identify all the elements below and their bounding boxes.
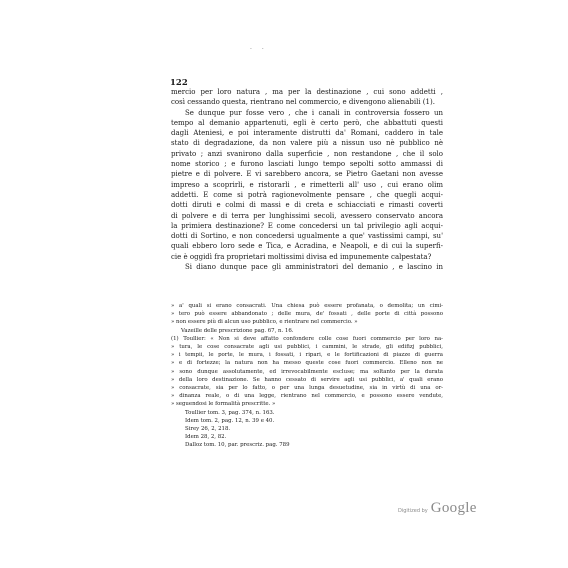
footnote-line: » sono dunque assolutamente, ed irrevocabilmente escluse; ma soltanto per la durata (171, 368, 443, 375)
body-text-line: stato di degradazione, da non valere più a nissun uso nè pubblico nè (171, 139, 443, 148)
scan-marks: . . (250, 44, 268, 51)
footnote-line: » consacrate, sia per lo fatto, o per una lunga desuetudine, sia in virtù di una or- (171, 385, 443, 392)
body-text-line: tempo al demanio appartenuti, egli è certo però, che abbattuti questi (171, 118, 443, 127)
footnote-line: » tura, le cose consacrate agli usi pubblici, i cammini, le strade, gli edifizj pubblici, (171, 344, 443, 351)
footnote-line: Toullier tom. 3, pag. 374, n. 163. (185, 409, 275, 416)
footnote-line: » dinanza reale, o di una legge, rientrano nel commercio, e possono essere vendute, (171, 393, 443, 400)
footnote-line: » tero può essere abbandonato ; delle mura, de' fossati , delle porte di città possono (171, 311, 443, 318)
google-watermark (398, 500, 477, 517)
page-number: 122 (170, 78, 188, 88)
body-text-line: cie è oggidì fra proprietari moltissimi divisa ed impunemente calpestata? (171, 252, 432, 261)
body-text-line: dotti di Sortino, e non concedersi ugualmente a que' vastissimi campi, su' (171, 232, 443, 241)
footnote-line: » non essere più di alcun uso pubblico, e rientrare nel commercio. » (171, 319, 358, 326)
body-text-line: Se dunque pur fosse vero , che i canali in controversia fossero un (185, 108, 443, 117)
footnote-line: » i tempii, le porte, le mura, i fossati, i ripari, e le fortificazioni di piazze di guerra (171, 352, 443, 359)
footnote-line: Vazeille delle prescrizione pag. 67, n. 16. (181, 327, 294, 334)
footnote-line: » della loro destinazione. Se hanno cessato di servire agli usi pubblici, a' quali erano (171, 376, 443, 383)
footnote-line: Sirey 26, 2, 218. (185, 426, 231, 433)
body-text-line: così cessando questa, rientrano nel commercio, e divengono alienabili (1). (171, 98, 435, 107)
footnote-line: » a' quali si erano consacrati. Una chiesa può essere profanata, o demolita; un cimi- (171, 303, 443, 309)
footnote-line: Idem 28, 2, 82. (185, 434, 227, 441)
footnote-line: » e di fortezze; la natura non ha messo queste cose fuori commercio. Elleno non ne (171, 360, 443, 367)
body-text-line: Si diano dunque pace gli amministratori del demanio , e lascino in (185, 263, 443, 272)
footnote-line: Idem tom. 2, pag. 12, n. 39 e 40. (185, 417, 275, 424)
body-text-line: privato ; anzi svanirono dalla superficie , non restandone , che il solo (171, 149, 443, 158)
body-text-line: la primiera destinazione? E come concedersi un tal privilegio agli acqui- (171, 221, 443, 230)
footnotes-block (171, 302, 443, 450)
body-text-line: nome storico ; e furono lasciati lungo tempo sepolti sotto ammassi di (171, 160, 443, 169)
footnote-line: » seguendosi le formalità prescritte. » (171, 401, 276, 408)
body-text-line: addetti. E come si potrà ragionevolmente pensare , che quegli acqui- (171, 190, 443, 199)
body-text-line: pietre e di polvere. E vi sarebbero ancora, se Pietro Gaetani non avesse (171, 170, 443, 179)
body-text-line: quali ebbero loro sede e Tica, e Acradina, e Neapoli, e di cui la superfi- (171, 242, 443, 251)
body-text-line: impreso a scoprirli, e ristorarli , e rimetterli all' uso , cui erano olim (171, 180, 443, 189)
footnote-line: Dalloz tom. 10, par. prescriz. pag. 789 (185, 442, 290, 449)
body-text-line: dotti diruti e colmi di massi e di creta e schiacciati e rimasti coverti (171, 201, 443, 210)
footnote-line: (1) Toullier: « Non si deve affatto confondere colle cose fuori commercio per loro na- (171, 335, 443, 342)
body-text-line: di polvere e di terra per lunghissimi secoli, avessero conservato ancora (171, 211, 443, 220)
watermark-digitized-label: Digitized by (398, 508, 428, 514)
main-text-block (171, 87, 443, 272)
google-logo: Google (430, 500, 477, 516)
body-text-line: mercio per loro natura , ma per la destinazione , cui sono addetti , (171, 88, 443, 96)
body-text-line: dagli Ateniesi, e poi interamente distrutti da' Romani, caddero in tale (171, 129, 443, 138)
